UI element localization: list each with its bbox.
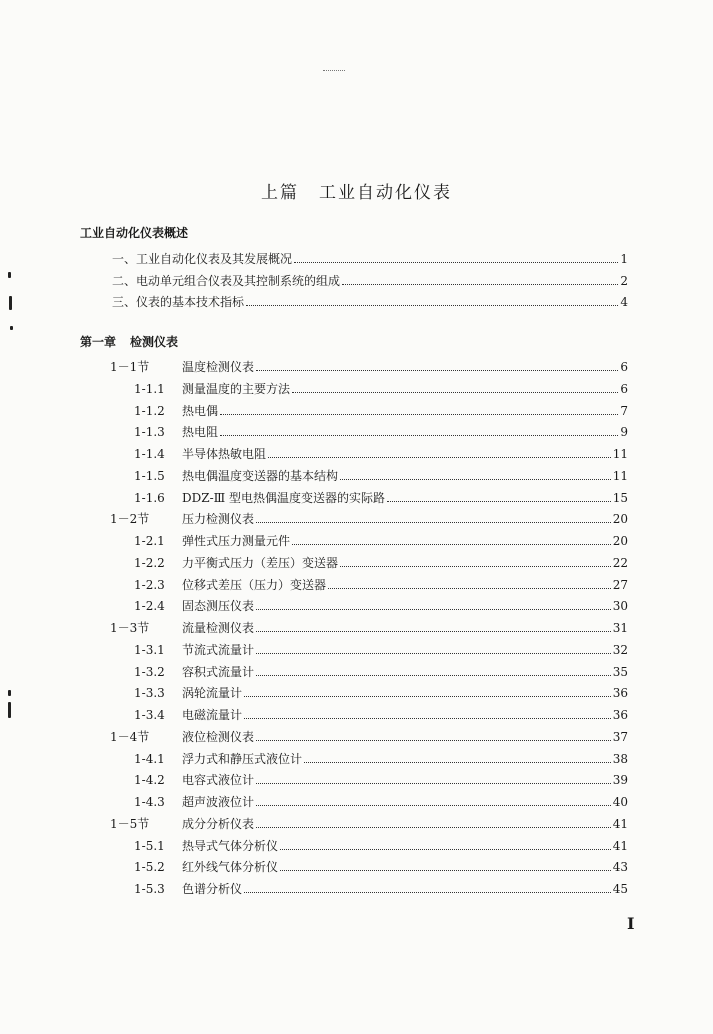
entry-page: 41 <box>612 838 628 853</box>
toc-entry <box>134 423 628 441</box>
entry-page: 30 <box>612 599 628 614</box>
entry-page: 9 <box>620 425 628 440</box>
entry-page: 41 <box>612 816 628 831</box>
entry-page: 38 <box>612 751 628 766</box>
toc-entry <box>134 576 628 594</box>
toc-entry <box>134 771 628 789</box>
entry-page: 36 <box>612 686 628 701</box>
toc-entry <box>134 532 628 550</box>
dot-leader <box>256 609 611 610</box>
toc-entry <box>110 358 628 376</box>
entry-page: 43 <box>612 860 628 875</box>
entry-number: 1－3节 <box>110 621 150 635</box>
entry-number: 1－5节 <box>110 816 150 831</box>
entry-number: 1－4节 <box>110 729 150 744</box>
toc-entry <box>134 837 628 855</box>
toc-entry <box>134 445 628 463</box>
toc-entry <box>110 728 628 746</box>
entry-page: 40 <box>612 795 628 809</box>
toc-entry <box>110 510 628 528</box>
overview-heading: 工业自动化仪表概述 <box>80 226 189 240</box>
entry-number: 1-1.3 <box>134 425 165 440</box>
entry-title: 位移式差压（压力）变送器 <box>182 577 327 592</box>
entry-number: 1-2.4 <box>134 599 165 614</box>
entry-title: 热电偶 <box>182 403 219 418</box>
entry-page: 20 <box>612 534 628 548</box>
entry-number: 三、 <box>112 295 137 309</box>
entry-number: 1-2.3 <box>134 577 165 592</box>
dot-leader <box>340 479 611 480</box>
entry-title: 浮力式和静压式液位计 <box>182 751 303 766</box>
entry-page: 36 <box>612 708 628 722</box>
entry-page: 2 <box>620 273 628 288</box>
dot-leader <box>292 392 618 393</box>
dot-leader <box>280 849 611 850</box>
entry-number: 二、 <box>112 273 137 288</box>
entry-number: 1－2节 <box>110 512 150 527</box>
dot-leader <box>340 566 611 567</box>
dot-leader <box>292 544 611 545</box>
part-title-right: 工业自动化仪表 <box>319 183 452 203</box>
scan-speck <box>8 702 11 718</box>
entry-page: 37 <box>612 729 628 744</box>
entry-page: 32 <box>612 642 628 657</box>
scan-speck <box>8 272 11 278</box>
entry-number: 一、 <box>112 252 137 266</box>
entry-number: 1-5.1 <box>134 838 165 853</box>
entry-title: 半导体热敏电阻 <box>182 447 267 461</box>
part-title-left: 上篇 <box>261 183 299 203</box>
toc-entry <box>134 467 628 485</box>
dot-leader <box>256 522 611 523</box>
toc-entry <box>112 272 628 290</box>
entry-page: 6 <box>620 360 628 374</box>
entry-title: 电磁流量计 <box>182 708 243 722</box>
entry-number: 1-4.2 <box>134 773 165 788</box>
toc-entry <box>112 293 628 311</box>
entry-number: 1-1.2 <box>134 403 165 418</box>
top-scan-mark <box>323 70 345 72</box>
dot-leader <box>256 631 611 632</box>
toc-entry <box>134 380 628 398</box>
entry-page: 39 <box>612 773 628 788</box>
dot-leader <box>256 370 618 371</box>
entry-number: 1-3.2 <box>134 664 165 679</box>
entry-number: 1-1.4 <box>134 447 165 461</box>
entry-page: 7 <box>620 403 628 418</box>
entry-page: 4 <box>620 295 628 309</box>
entry-title: 仪表的基本技术指标 <box>136 295 245 309</box>
entry-number: 1-2.1 <box>134 534 165 548</box>
entry-number: 1-4.3 <box>134 795 165 809</box>
entry-page: 31 <box>612 621 628 635</box>
toc-entry <box>134 402 628 420</box>
entry-title: 弹性式压力测量元件 <box>182 534 291 548</box>
entry-number: 1-3.3 <box>134 686 165 701</box>
entry-number: 1-1.1 <box>134 381 165 396</box>
entry-page: 11 <box>612 447 628 461</box>
toc-entry <box>134 641 628 659</box>
entry-number: 1-1.5 <box>134 468 165 483</box>
toc-entry <box>110 815 628 833</box>
entry-title: 工业自动化仪表及其发展概况 <box>136 252 293 266</box>
entry-page: 35 <box>612 664 628 679</box>
toc-entry <box>134 554 628 572</box>
toc-entry <box>134 880 628 898</box>
dot-leader <box>256 827 611 828</box>
entry-page: 27 <box>612 577 628 592</box>
part-title <box>0 178 713 203</box>
toc-entry <box>134 597 628 615</box>
chapter-title: 检测仪表 <box>130 335 179 349</box>
entry-page: 11 <box>612 468 628 483</box>
dot-leader <box>304 762 611 763</box>
dot-leader <box>342 284 618 285</box>
dot-leader <box>220 414 618 415</box>
entry-title: 节流式流量计 <box>182 642 255 657</box>
dot-leader <box>256 675 611 676</box>
entry-title: 电容式液位计 <box>182 773 255 788</box>
dot-leader <box>256 740 611 741</box>
dot-leader <box>387 501 611 502</box>
dot-leader <box>280 870 611 871</box>
entry-title: 固态测压仪表 <box>182 599 255 614</box>
entry-title: 电动单元组合仪表及其控制系统的组成 <box>136 273 341 288</box>
entry-title: 流量检测仪表 <box>182 621 255 635</box>
entry-title: 液位检测仪表 <box>182 729 255 744</box>
entry-title: 色谱分析仪 <box>182 882 243 896</box>
dot-leader <box>294 262 618 263</box>
scan-speck <box>10 326 13 330</box>
chapter-heading <box>80 333 178 350</box>
entry-title: 热导式气体分析仪 <box>182 838 279 853</box>
page-folio: I <box>627 914 635 933</box>
dot-leader <box>244 718 611 719</box>
entry-title: 红外线气体分析仪 <box>182 860 279 875</box>
entry-number: 1-2.2 <box>134 555 165 570</box>
dot-leader <box>244 892 611 893</box>
entry-page: 15 <box>612 490 628 505</box>
scan-speck <box>9 296 12 310</box>
toc-entry <box>134 858 628 876</box>
dot-leader <box>256 783 611 784</box>
toc-entry <box>134 684 628 702</box>
entry-page: 22 <box>612 555 628 570</box>
entry-page: 6 <box>620 381 628 396</box>
entry-title: 温度检测仪表 <box>182 360 255 374</box>
dot-leader <box>246 305 618 306</box>
entry-number: 1-5.2 <box>134 860 165 875</box>
entry-title: 成分分析仪表 <box>182 816 255 831</box>
entry-title: 涡轮流量计 <box>182 686 243 701</box>
chapter-label: 第一章 <box>80 335 117 349</box>
toc-entry <box>112 250 628 268</box>
entry-title: 热电偶温度变送器的基本结构 <box>182 468 339 483</box>
dot-leader <box>328 588 611 589</box>
entry-number: 1-3.1 <box>134 642 165 657</box>
entry-title: 容积式流量计 <box>182 664 255 679</box>
entry-number: 1-1.6 <box>134 490 165 505</box>
dot-leader <box>256 805 611 806</box>
entry-page: 45 <box>612 882 628 896</box>
toc-entry <box>134 489 628 507</box>
entry-page: 20 <box>612 512 628 527</box>
toc-entry <box>134 706 628 724</box>
entry-number: 1-4.1 <box>134 751 165 766</box>
entry-title: 压力检测仪表 <box>182 512 255 527</box>
dot-leader <box>256 653 611 654</box>
entry-title: 测量温度的主要方法 <box>182 381 291 396</box>
entry-title: DDZ-Ⅲ 型电热偶温度变送器的实际路 <box>182 490 386 505</box>
toc-entry <box>134 793 628 811</box>
toc-entry <box>134 750 628 768</box>
dot-leader <box>220 435 618 436</box>
entry-title: 热电阻 <box>182 425 219 440</box>
entry-page: 1 <box>620 252 628 266</box>
entry-number: 1－1节 <box>110 360 150 374</box>
dot-leader <box>268 457 611 458</box>
toc-entry <box>110 619 628 637</box>
entry-number: 1-5.3 <box>134 882 165 896</box>
entry-title: 力平衡式压力（差压）变送器 <box>182 555 339 570</box>
scan-speck <box>8 690 11 696</box>
entry-number: 1-3.4 <box>134 708 165 722</box>
toc-entry <box>134 663 628 681</box>
entry-title: 超声波液位计 <box>182 795 255 809</box>
dot-leader <box>244 696 611 697</box>
